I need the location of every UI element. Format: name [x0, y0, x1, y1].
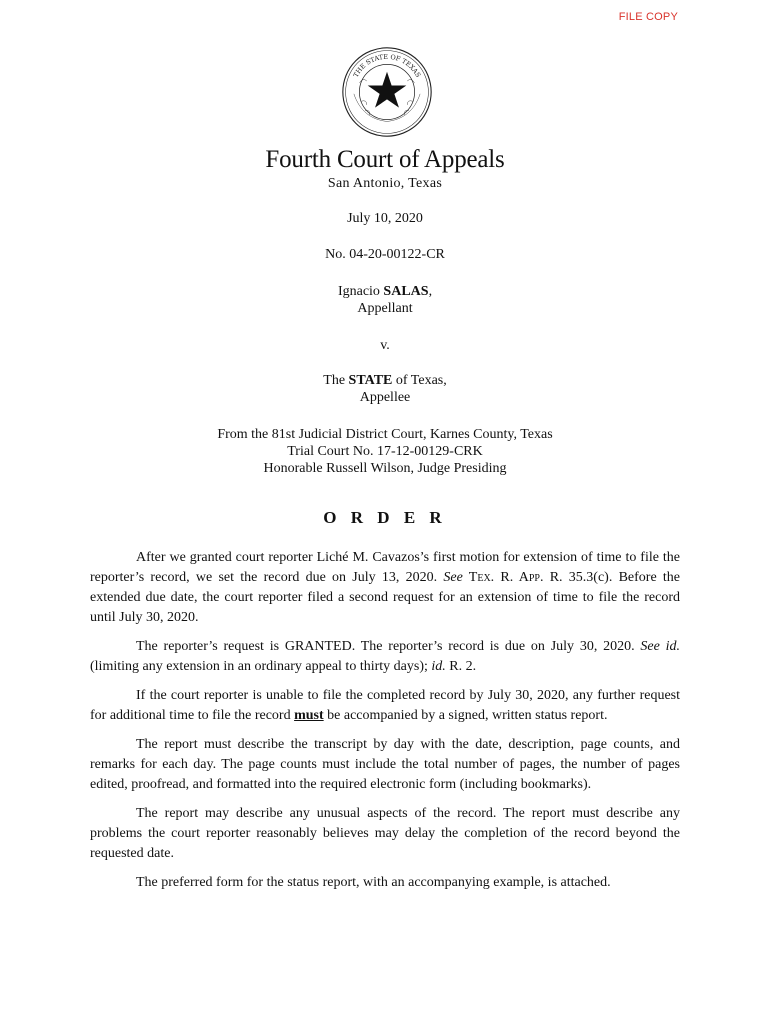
appellee-name: The STATE of Texas,: [323, 373, 447, 388]
appellant-name: Ignacio SALAS,: [337, 284, 433, 299]
court-city: San Antonio, Texas: [327, 176, 443, 191]
order-paragraph-5: The report may describe any unusual aspects of the record. The report must describe any problems the court reporter reasonably believes may delay the completion of the record beyond the requested date.: [90, 806, 680, 861]
appellee-role: Appellee: [359, 390, 411, 405]
order-paragraph-1: After we granted court reporter Liché M. Cavazos’s first motion for extension of time to file the reporter’s record, we set the record due on July 13, 2020. See Tex. R. App. R. 35.3(c). Before the extended due date, the court reporter filed a second request for an extension of time to file the record until July 30, 2020.: [90, 550, 681, 625]
state-of-texas-seal-icon: [341, 46, 433, 138]
order-paragraph-6: The preferred form for the status report, with an accompanying example, is attached.: [136, 875, 611, 890]
order-paragraph-4: The report must describe the transcript by day with the date, description, page counts, and remarks for each day. The page counts must include the total number of pages, the number of pages edited, proofread, and formatted into the required electronic form (including bookmarks).: [90, 737, 680, 792]
presiding-judge: Honorable Russell Wilson, Judge Presiding: [263, 461, 507, 476]
court-name: Fourth Court of Appeals: [265, 146, 505, 173]
order-paragraph-2: The reporter’s request is GRANTED. The reporter’s record is due on July 30, 2020. See id. (limiting any extension in an ordinary appeal to thirty days); id. R. 2.: [90, 639, 681, 674]
order-date: July 10, 2020: [347, 211, 423, 226]
order-paragraph-3: If the court reporter is unable to file the completed record by July 30, 2020, any further request for additional time to file the record must be accompanied by a signed, written status report.: [90, 688, 680, 723]
trial-court-number: Trial Court No. 17-12-00129-CRK: [287, 444, 483, 459]
order-body: [90, 548, 680, 902]
case-number: No. 04-20-00122-CR: [325, 247, 445, 262]
svg-text:THE STATE OF TEXAS: THE STATE OF TEXAS: [351, 52, 423, 79]
appellant-role: Appellant: [357, 301, 413, 316]
versus: v.: [380, 338, 390, 353]
from-court: From the 81st Judicial District Court, Karnes County, Texas: [217, 427, 553, 442]
file-copy-stamp: FILE COPY: [618, 11, 678, 23]
order-heading: O R D E R: [323, 508, 447, 527]
